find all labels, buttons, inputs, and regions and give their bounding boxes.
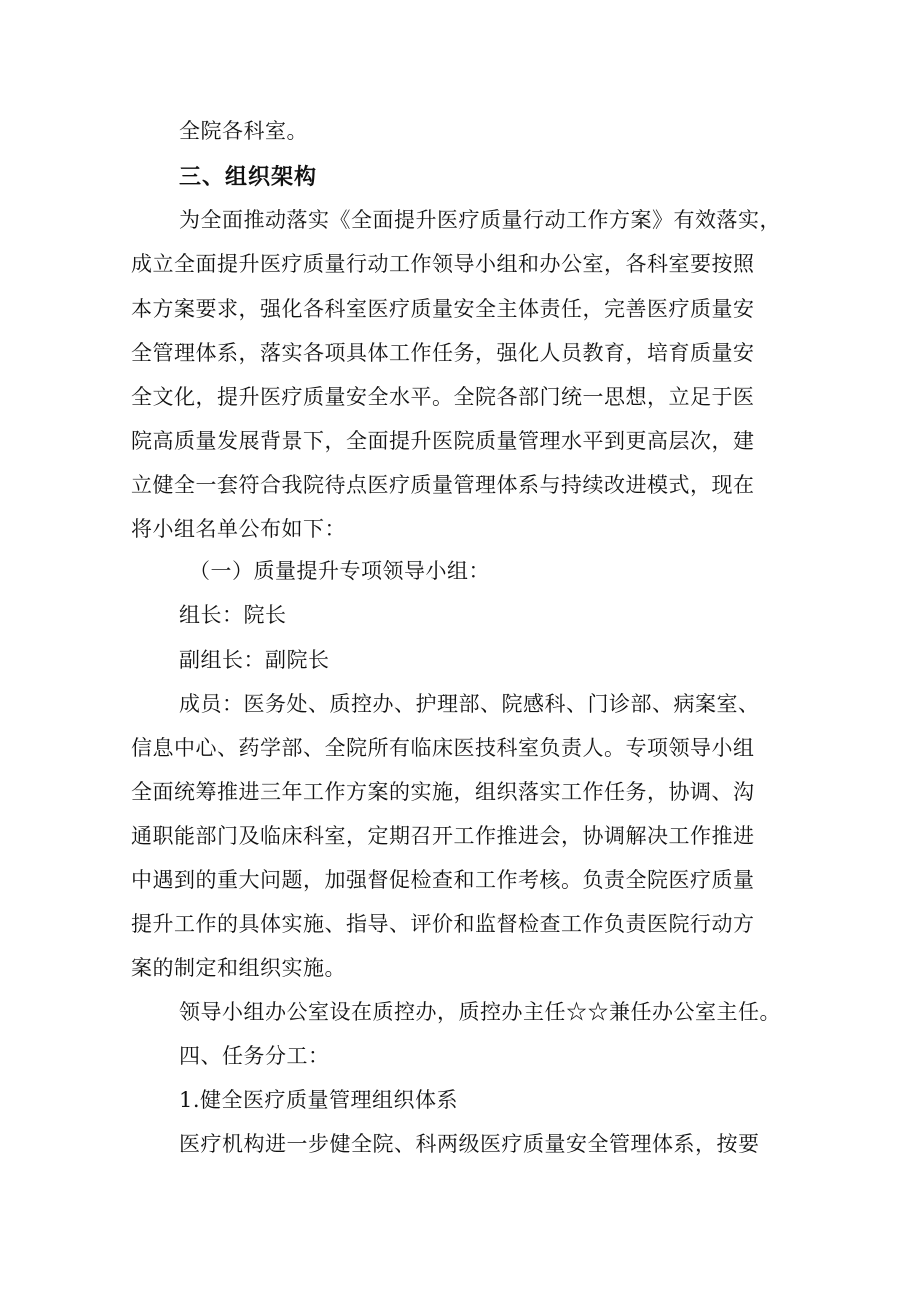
paragraph-line: 成员：医务处、质控办、护理部、院感科、门诊部、病案室、 xyxy=(179,692,760,716)
paragraph-line: 全院各科室。 xyxy=(179,119,308,143)
paragraph-line: 提升工作的具体实施、指导、评价和监督检查工作负责医院行动方 xyxy=(131,912,755,936)
paragraph-line: 全面统筹推进三年工作方案的实施，组织落实工作任务，协调、沟 xyxy=(131,780,755,804)
section-heading: 三、组织架构 xyxy=(179,165,318,190)
paragraph-line: 中遇到的重大问题，加强督促检查和工作考核。负责全院医疗质量 xyxy=(131,868,755,892)
paragraph-line: 将小组名单公布如下： xyxy=(131,517,346,541)
paragraph-line: 副组长：副院长 xyxy=(179,648,330,672)
paragraph-line: 全文化，提升医疗质量安全水平。全院各部门统一思想，立足于医 xyxy=(131,385,755,409)
section-heading: 四、任务分工： xyxy=(179,1044,330,1068)
paragraph-line: 案的制定和组织实施。 xyxy=(131,956,346,980)
subsection-heading: （一）质量提升专项领导小组： xyxy=(189,559,490,583)
paragraph-line: 全管理体系，落实各项具体工作任务，强化人员教育，培育质量安 xyxy=(131,341,755,365)
paragraph-line: 院高质量发展背景下，全面提升医院质量管理水平到更高层次，建 xyxy=(131,429,755,453)
paragraph-line: 信息中心、药学部、全院所有临床医技科室负责人。专项领导小组 xyxy=(131,736,755,760)
paragraph-line: 领导小组办公室设在质控办，质控办主任☆☆兼任办公室主任。 xyxy=(179,1000,781,1024)
subsection-heading: 1.健全医疗质量管理组织体系 xyxy=(179,1088,459,1112)
paragraph-line: 为全面推动落实《全面提升医疗质量行动工作方案》有效落实， xyxy=(179,208,781,232)
paragraph-line: 医疗机构进一步健全院、科两级医疗质量安全管理体系，按要 xyxy=(179,1132,760,1156)
paragraph-line: 通职能部门及临床科室，定期召开工作推进会，协调解决工作推进 xyxy=(131,824,755,848)
paragraph-line: 立健全一套符合我院待点医疗质量管理体系与持续改进模式，现在 xyxy=(131,473,755,497)
paragraph-line: 本方案要求，强化各科室医疗质量安全主体责任，完善医疗质量安 xyxy=(131,297,755,321)
paragraph-line: 组长：院长 xyxy=(179,603,287,627)
paragraph-line: 成立全面提升医疗质量行动工作领导小组和办公室，各科室要按照 xyxy=(131,252,755,276)
